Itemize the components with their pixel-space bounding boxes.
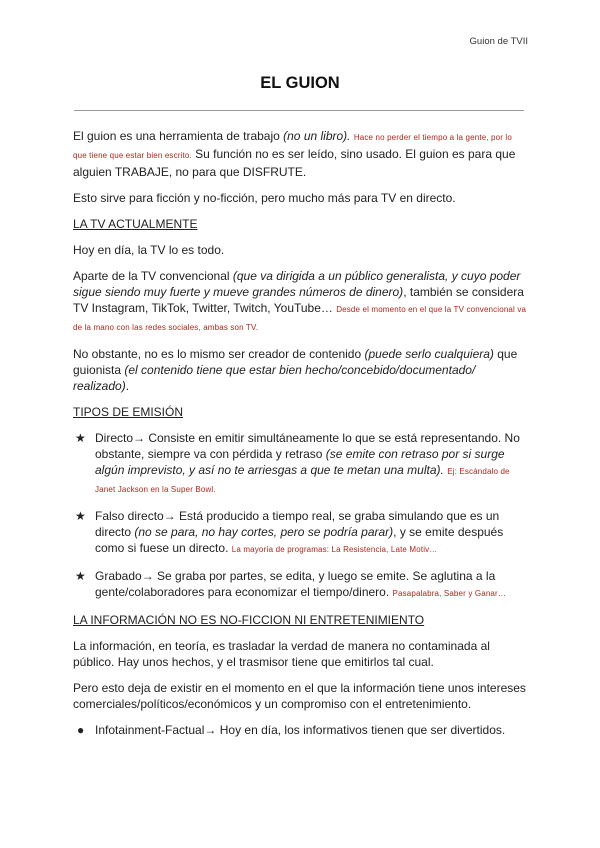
tv-p2-text: Aparte de la TV convencional [73,269,233,283]
running-header: Guion de TVII [469,36,528,47]
tv-p3-text: No obstante, no es lo mismo ser creador de contenido [73,347,365,361]
item-italic: (se emite con retraso por si surge algún imprevisto, y así no te arriesgas a que te metan una multa). [95,447,505,477]
info-paragraph-1: La información, en teoría, es trasladar la verdad de manera no contaminada al público. Hay unos hechos, y el trasmisor tiene que emitirlos tal cual. [73,639,490,669]
horizontal-rule [74,110,524,111]
list-item-falso-directo [73,508,528,558]
tv-paragraph-1: Hoy en día, la TV lo es todo. [73,243,225,257]
emision-list [73,430,528,602]
item-note: Pasapalabra, Saber y Ganar… [392,589,506,598]
intro-paragraph-2: Esto sirve para ficción y no-ficción, pero mucho más para TV en directo. [73,191,456,205]
intro-text-rest: Su función no es ser leído, sino usado. El guion es para que alguien TRABAJE, no para que DISFRUTE. [73,147,516,179]
tv-p2-italic: (que va dirigida a un público generalista, y cuyo poder sigue siendo muy fuerte y mueve grandes números de dinero) [73,269,521,299]
section-heading-informacion: LA INFORMACIÓN NO ES NO-FICCION NI ENTRETENIMIENTO [73,613,425,627]
tv-p3-text-c: . [125,379,130,393]
info-list [73,722,528,738]
item-text: Directo→ Consiste en emitir simultáneamente lo que se está representando. No obstante, siempre va con pérdida y retraso [95,431,520,461]
tv-paragraph-3 [73,346,528,394]
section-heading-emision: TIPOS DE EMISIÓN [73,405,184,419]
intro-paragraph-1 [73,128,528,180]
list-item-directo [73,430,528,498]
intro-italic: (no un libro). [283,129,351,143]
tv-p2-text-b: , también se considera TV Instagram, TikTok, Twitter, Twitch, YouTube… [73,285,524,315]
item-note: Ej: Escándalo de Janet Jackson en la Super Bowl. [95,467,510,494]
star-bullet-icon: ★ [75,509,86,523]
document-body [73,128,528,748]
page-title: EL GUION [260,74,340,92]
section-heading-tv: LA TV ACTUALMENTE [73,217,198,231]
tv-p3-italic-2: (el contenido tiene que estar bien hecho/concebido/documentado/ realizado) [73,363,476,393]
item-text: Infotainment-Factual→ Hoy en día, los informativos tienen que ser divertidos. [95,723,506,737]
item-text-b: , y se emite después como si fuese un directo. [95,525,504,555]
tv-paragraph-2 [73,268,528,336]
tv-p3-text-b: que guionista [73,347,518,377]
star-bullet-icon: ★ [75,569,86,583]
bullet-dot-icon: ● [77,723,85,737]
item-note: La mayoría de programas: La Resistencia, Late Motiv… [231,545,438,554]
tv-p2-note: Desde el momento en el que la TV convencional va de la mano con las redes sociales, ambas son TV. [73,305,527,332]
list-item-grabado [73,568,528,602]
tv-p3-italic-1: (puede serlo cualquiera) [364,347,494,361]
item-italic: (no se para, no hay cortes, pero se podría parar) [134,525,394,539]
intro-note: Hace no perder el tiempo a la gente, por lo que tiene que estar bien escrito. [73,133,512,160]
item-text: Grabado→ Se graba por partes, se edita, y luego se emite. Se aglutina a la gente/colaboradores para economizar el tiempo/dinero. [95,569,496,599]
item-text: Falso directo→ Está producido a tiempo real, se graba simulando que es un directo [95,509,500,539]
intro-text: El guion es una herramienta de trabajo [73,129,284,143]
info-paragraph-2: Pero esto deja de existir en el momento en el que la información tiene unos intereses comerciales/políticos/económicos y un compromiso con el entretenimiento. [73,681,526,711]
list-item-infotainment [73,722,528,738]
star-bullet-icon: ★ [75,431,86,445]
